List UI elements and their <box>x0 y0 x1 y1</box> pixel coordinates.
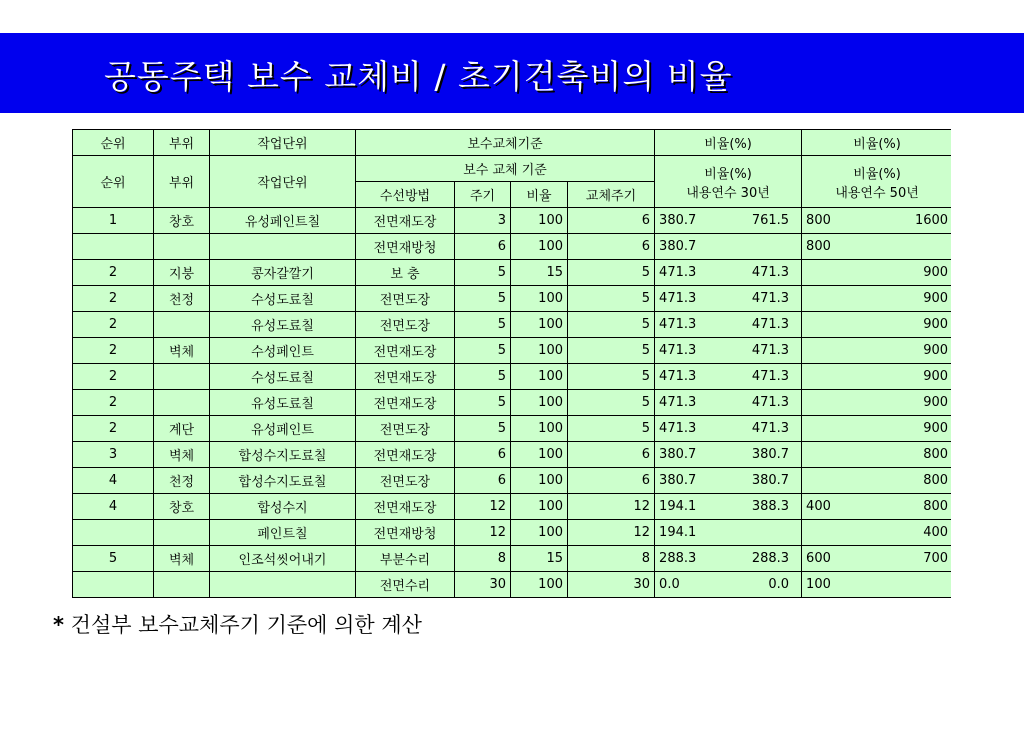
part-cell: 천정 <box>154 468 210 494</box>
ratio-50-cell <box>802 312 951 338</box>
rank-cell <box>73 520 154 546</box>
cycle-cell: 5 <box>455 416 511 442</box>
replace-cycle-cell: 12 <box>568 494 655 520</box>
part-cell: 창호 <box>154 494 210 520</box>
replace-cycle-cell: 5 <box>568 312 655 338</box>
header-method: 수선방법 <box>356 182 455 208</box>
ratio-50-value-b: 900 <box>923 395 949 410</box>
ratio-50-value-a: 400 <box>806 499 831 514</box>
replace-cycle-cell: 6 <box>568 208 655 234</box>
cycle-cell: 6 <box>455 234 511 260</box>
ratio-50-cell <box>802 338 951 364</box>
work-unit-cell: 콩자갈깔기 <box>210 260 356 286</box>
part-cell: 벽체 <box>154 338 210 364</box>
work-unit-cell <box>210 234 356 260</box>
cycle-cell: 5 <box>455 338 511 364</box>
table-row <box>73 312 952 338</box>
method-cell: 부분수리 <box>356 546 455 572</box>
part-cell <box>154 312 210 338</box>
ratio-30-cell <box>655 286 802 312</box>
ratio-30-value-b: 380.7 <box>751 447 790 462</box>
ratio-30-value-a: 0.0 <box>659 577 680 592</box>
part-cell: 벽체 <box>154 442 210 468</box>
cycle-cell: 5 <box>455 312 511 338</box>
header-ratio-50: 비율(%) <box>802 130 951 156</box>
ratio-50-cell <box>802 494 951 520</box>
header-cycle: 주기 <box>455 182 511 208</box>
header-ratio-30-years <box>655 156 802 208</box>
ratio-30-value-a: 288.3 <box>659 551 697 566</box>
ratio-30-cell <box>655 468 802 494</box>
ratio-30-cell <box>655 546 802 572</box>
header-part-2: 부위 <box>154 156 210 208</box>
ratio-30-cell <box>655 494 802 520</box>
work-unit-cell: 페인트칠 <box>210 520 356 546</box>
rate-cell: 100 <box>511 468 568 494</box>
page-title: 공동주택 보수 교체비 / 초기건축비의 비율 <box>104 57 733 96</box>
work-unit-cell: 합성수지 <box>210 494 356 520</box>
ratio-30-cell <box>655 312 802 338</box>
method-cell: 전면재도장 <box>356 494 455 520</box>
ratio-30-value-a: 194.1 <box>659 525 697 540</box>
part-cell: 지붕 <box>154 260 210 286</box>
footnote <box>53 609 422 639</box>
method-cell: 전면도장 <box>356 312 455 338</box>
part-cell: 계단 <box>154 416 210 442</box>
ratio-30-value-a: 471.3 <box>659 343 697 358</box>
ratio-30-cell <box>655 260 802 286</box>
ratio-30-value-a: 380.7 <box>659 447 697 462</box>
work-unit-cell: 합성수지도료칠 <box>210 468 356 494</box>
ratio-50-value-a: 600 <box>806 551 831 566</box>
replace-cycle-cell: 12 <box>568 520 655 546</box>
ratio-30-value-a: 380.7 <box>659 239 697 254</box>
method-cell: 전면재도장 <box>356 390 455 416</box>
replace-cycle-cell: 8 <box>568 546 655 572</box>
work-unit-cell: 인조석씻어내기 <box>210 546 356 572</box>
header-replace-cycle: 교체주기 <box>568 182 655 208</box>
method-cell: 전면수리 <box>356 572 455 598</box>
work-unit-cell: 수성도료칠 <box>210 286 356 312</box>
header-row-1 <box>73 130 952 156</box>
cycle-cell: 3 <box>455 208 511 234</box>
work-unit-cell: 유성도료칠 <box>210 390 356 416</box>
cycle-cell: 6 <box>455 468 511 494</box>
ratio-30-value-b: 471.3 <box>751 343 790 358</box>
ratio-50-value-b: 900 <box>923 317 949 332</box>
table-row <box>73 208 952 234</box>
replace-cycle-cell: 5 <box>568 416 655 442</box>
header-row-2 <box>73 156 952 182</box>
rate-cell: 100 <box>511 416 568 442</box>
ratio-30-cell <box>655 338 802 364</box>
ratio-30-value-a: 471.3 <box>659 369 697 384</box>
part-cell: 벽체 <box>154 546 210 572</box>
cycle-cell: 12 <box>455 520 511 546</box>
rate-cell: 100 <box>511 520 568 546</box>
ratio-30-value-a: 471.3 <box>659 421 697 436</box>
ratio-30-value-a: 471.3 <box>659 317 697 332</box>
ratio-50-value-a: 100 <box>806 577 831 592</box>
rank-cell: 2 <box>73 312 154 338</box>
ratio-50-cell <box>802 416 951 442</box>
table-row <box>73 234 952 260</box>
header-ratio-30: 비율(%) <box>655 130 802 156</box>
rank-cell: 2 <box>73 390 154 416</box>
table-row <box>73 546 952 572</box>
ratio-30-cell <box>655 416 802 442</box>
method-cell: 전면도장 <box>356 416 455 442</box>
part-cell <box>154 234 210 260</box>
ratio-30-value-a: 194.1 <box>659 499 697 514</box>
ratio-30-value-b: 288.3 <box>751 551 790 566</box>
ratio-50-value-b: 900 <box>923 421 949 436</box>
ratio-30-cell <box>655 442 802 468</box>
table-row <box>73 390 952 416</box>
rank-cell: 2 <box>73 338 154 364</box>
ratio-30-value-a: 380.7 <box>659 213 697 228</box>
ratio-50-cell <box>802 546 951 572</box>
header-life-50-label: 내용연수 50년 <box>835 185 919 201</box>
ratio-30-value-b: 471.3 <box>751 291 790 306</box>
ratio-30-cell <box>655 520 802 546</box>
ratio-50-value-b: 800 <box>923 447 949 462</box>
rate-cell: 100 <box>511 442 568 468</box>
ratio-30-value-a: 471.3 <box>659 395 697 410</box>
rank-cell <box>73 234 154 260</box>
table-row <box>73 494 952 520</box>
replace-cycle-cell: 30 <box>568 572 655 598</box>
table-row <box>73 416 952 442</box>
work-unit-cell: 유성페인트칠 <box>210 208 356 234</box>
work-unit-cell: 유성도료칠 <box>210 312 356 338</box>
ratio-30-value-b: 471.3 <box>751 369 790 384</box>
header-life-30-label: 내용연수 30년 <box>686 185 770 201</box>
ratio-30-value-b: 761.5 <box>751 213 790 228</box>
part-cell <box>154 364 210 390</box>
ratio-50-cell <box>802 468 951 494</box>
ratio-30-cell <box>655 208 802 234</box>
rate-cell: 100 <box>511 572 568 598</box>
rate-cell: 100 <box>511 312 568 338</box>
ratio-30-cell <box>655 234 802 260</box>
method-cell: 전면재도장 <box>356 338 455 364</box>
rate-cell: 100 <box>511 286 568 312</box>
header-work-unit-2: 작업단위 <box>210 156 356 208</box>
rank-cell: 2 <box>73 364 154 390</box>
work-unit-cell: 수성페인트 <box>210 338 356 364</box>
cycle-cell: 12 <box>455 494 511 520</box>
table-row <box>73 572 952 598</box>
rate-cell: 15 <box>511 260 568 286</box>
replace-cycle-cell: 6 <box>568 468 655 494</box>
work-unit-cell: 합성수지도료칠 <box>210 442 356 468</box>
rate-cell: 100 <box>511 494 568 520</box>
replace-cycle-cell: 5 <box>568 260 655 286</box>
ratio-50-cell <box>802 390 951 416</box>
table-row <box>73 260 952 286</box>
ratio-50-value-b: 900 <box>923 265 949 280</box>
part-cell <box>154 390 210 416</box>
ratio-50-cell <box>802 208 951 234</box>
work-unit-cell: 수성도료칠 <box>210 364 356 390</box>
cycle-cell: 8 <box>455 546 511 572</box>
rank-cell: 1 <box>73 208 154 234</box>
header-ratio-50-years <box>802 156 951 208</box>
method-cell: 전면재방청 <box>356 234 455 260</box>
replace-cycle-cell: 5 <box>568 390 655 416</box>
header-standard-2: 보수 교체 기준 <box>356 156 655 182</box>
replace-cycle-cell: 6 <box>568 442 655 468</box>
ratio-30-value-b <box>717 239 789 254</box>
ratio-30-value-b <box>717 525 789 540</box>
ratio-30-value-b: 471.3 <box>751 421 790 436</box>
part-cell: 창호 <box>154 208 210 234</box>
method-cell: 전면재방청 <box>356 520 455 546</box>
method-cell: 전면재도장 <box>356 442 455 468</box>
method-cell: 보 충 <box>356 260 455 286</box>
rank-cell: 2 <box>73 260 154 286</box>
ratio-30-value-a: 380.7 <box>659 473 697 488</box>
rate-cell: 100 <box>511 364 568 390</box>
table-row <box>73 442 952 468</box>
ratio-50-cell <box>802 286 951 312</box>
footnote-text: 건설부 보수교체주기 기준에 의한 계산 <box>70 613 422 637</box>
table-row <box>73 338 952 364</box>
header-ratio-50-label: 비율(%) <box>853 166 901 182</box>
table-row <box>73 468 952 494</box>
replace-cycle-cell: 5 <box>568 286 655 312</box>
table-row <box>73 364 952 390</box>
part-cell: 천정 <box>154 286 210 312</box>
replace-cycle-cell: 6 <box>568 234 655 260</box>
cycle-cell: 5 <box>455 260 511 286</box>
header-part: 부위 <box>154 130 210 156</box>
title-banner <box>0 33 1024 113</box>
ratio-50-value-a: 800 <box>806 213 831 228</box>
method-cell: 전면재도장 <box>356 208 455 234</box>
cycle-cell: 30 <box>455 572 511 598</box>
ratio-50-value-b: 1600 <box>914 213 949 228</box>
ratio-30-cell <box>655 572 802 598</box>
cycle-cell: 5 <box>455 364 511 390</box>
ratio-50-value-b: 700 <box>923 551 949 566</box>
rate-cell: 100 <box>511 390 568 416</box>
part-cell <box>154 520 210 546</box>
rate-cell: 100 <box>511 208 568 234</box>
method-cell: 전면도장 <box>356 468 455 494</box>
header-rank-2: 순위 <box>73 156 154 208</box>
ratio-30-value-b: 471.3 <box>751 317 790 332</box>
rate-cell: 15 <box>511 546 568 572</box>
ratio-50-value-b: 900 <box>923 291 949 306</box>
ratio-30-cell <box>655 364 802 390</box>
table-container <box>72 129 951 599</box>
ratio-50-value-b: 800 <box>923 499 949 514</box>
ratio-50-cell <box>802 364 951 390</box>
ratio-50-cell <box>802 572 951 598</box>
work-unit-cell <box>210 572 356 598</box>
header-rate: 비율 <box>511 182 568 208</box>
header-rank: 순위 <box>73 130 154 156</box>
work-unit-cell: 유성페인트 <box>210 416 356 442</box>
rate-cell: 100 <box>511 338 568 364</box>
rank-cell: 5 <box>73 546 154 572</box>
rank-cell: 4 <box>73 468 154 494</box>
rank-cell: 3 <box>73 442 154 468</box>
ratio-30-value-a: 471.3 <box>659 291 697 306</box>
rate-cell: 100 <box>511 234 568 260</box>
header-standard: 보수교체기준 <box>356 130 655 156</box>
ratio-30-value-b: 0.0 <box>768 577 790 592</box>
ratio-50-cell <box>802 260 951 286</box>
header-ratio-30-label: 비율(%) <box>704 166 752 182</box>
table-body <box>73 208 952 598</box>
ratio-30-value-b: 380.7 <box>751 473 790 488</box>
replace-cycle-cell: 5 <box>568 364 655 390</box>
ratio-50-value-b: 800 <box>923 473 949 488</box>
ratio-50-value-b: 400 <box>923 525 949 540</box>
method-cell: 전면도장 <box>356 286 455 312</box>
ratio-50-value-a: 800 <box>806 239 831 254</box>
ratio-30-value-b: 471.3 <box>751 395 790 410</box>
cycle-cell: 6 <box>455 442 511 468</box>
method-cell: 전면재도장 <box>356 364 455 390</box>
ratio-30-value-a: 471.3 <box>659 265 697 280</box>
table-row <box>73 286 952 312</box>
header-work-unit: 작업단위 <box>210 130 356 156</box>
replace-cycle-cell: 5 <box>568 338 655 364</box>
rank-cell: 2 <box>73 286 154 312</box>
cycle-cell: 5 <box>455 286 511 312</box>
part-cell <box>154 572 210 598</box>
table-row <box>73 520 952 546</box>
ratio-30-value-b: 471.3 <box>751 265 790 280</box>
ratio-table <box>72 129 951 598</box>
cycle-cell: 5 <box>455 390 511 416</box>
ratio-50-value-b: 900 <box>923 369 949 384</box>
rank-cell <box>73 572 154 598</box>
footnote-star: * <box>53 613 64 637</box>
ratio-30-cell <box>655 390 802 416</box>
rank-cell: 4 <box>73 494 154 520</box>
ratio-50-value-b: 900 <box>923 343 949 358</box>
ratio-30-value-b: 388.3 <box>751 499 790 514</box>
ratio-50-cell <box>802 520 951 546</box>
rank-cell: 2 <box>73 416 154 442</box>
ratio-50-cell <box>802 234 951 260</box>
ratio-50-cell <box>802 442 951 468</box>
